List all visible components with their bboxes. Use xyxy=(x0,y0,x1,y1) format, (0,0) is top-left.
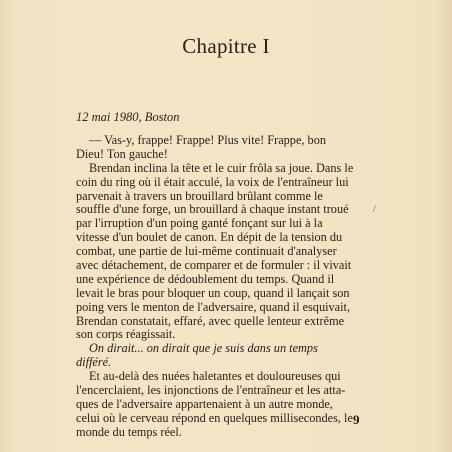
text-line: avec détachement, de comparer et de formuler : il vivait xyxy=(76,258,352,273)
text-line: Dieu! Ton gauche! xyxy=(76,146,168,161)
text-line: par l'irruption d'un poing ganté fonçant sur lui à la xyxy=(76,216,323,231)
text-line: une expérience de dédoublement du temps. Quand il xyxy=(76,271,335,286)
body-text xyxy=(76,134,370,440)
text-line: ques de l'adversaire appartenaient à un autre monde, xyxy=(76,396,333,411)
text-line: levait le bras pour bloquer un coup, quand il lançait son xyxy=(76,285,350,300)
chapter-title: Chapitre I xyxy=(182,34,270,58)
text-line: — Vas-y, frappe! Frappe! Plus vite! Frappe, bon xyxy=(89,133,327,147)
dateline: 12 mai 1980, Boston xyxy=(76,110,180,124)
text-line: Et au-delà des nuées haletantes et douloureuses qui xyxy=(89,369,341,384)
text-line: coin du ring où il était acculé, la voix de l'entraîneur lui xyxy=(76,174,349,189)
text-line: monde du temps réel. xyxy=(76,424,182,439)
text-line: parvenait à travers un brouillard brûlant comme le xyxy=(76,188,323,203)
text-line: combat, une partie de lui-même continuait d'analyser xyxy=(76,244,337,259)
text-line: celui où le cerveau répond en quelques millisecondes, le xyxy=(76,410,353,425)
text-line: l'encerclaient, les injonctions de l'entraîneur et les atta- xyxy=(76,383,346,398)
italic-thought-line: différé. xyxy=(76,355,112,370)
italic-thought-line: On dirait... on dirait que je suis dans un temps xyxy=(89,341,318,356)
text-line: souffle d'une forge, un brouillard à chaque instant troué xyxy=(76,202,349,217)
text-line: vitesse d'un boulet de canon. En dépit de la tension du xyxy=(76,230,343,245)
text-line: Brendan inclina la tête et le cuir frôla sa joue. Dans le xyxy=(89,160,354,175)
text-line: son corps réagissait. xyxy=(76,327,176,342)
text-line: poing vers le menton de l'adversaire, quand il esquivait, xyxy=(76,299,351,314)
margin-mark: / xyxy=(373,204,376,215)
text-line: Brendan constatait, effaré, avec quelle lenteur extrême xyxy=(76,313,345,328)
page-number: 9 xyxy=(353,412,360,427)
